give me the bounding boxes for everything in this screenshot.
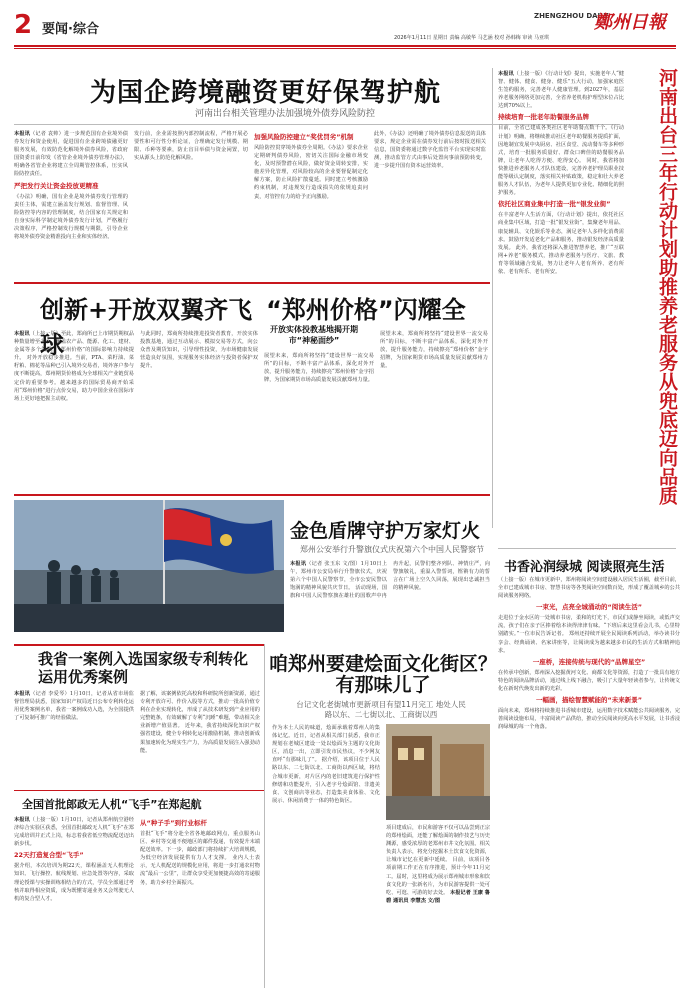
- section-subhead: 严把发行关让资金投放更精准: [14, 181, 99, 190]
- headline-patent-case: 我省一案例入选国家级专利转化运用优秀案例: [38, 650, 249, 686]
- paragraph: 走进位于金水区的一处城市书房，柔和的灯光下，市民们或静坐阅读，或低声交流，孩子们在亲子区捧着绘本读得津津有味。“下班后来这里看会儿书，心里特别踏实。”一位市民告诉记者。: [498, 615, 680, 638]
- section-rule: [14, 644, 264, 646]
- paragraph: 同时，我省将加快推进养老服务人才队伍建设，完善养老护理员职业技能等级认定制度，落实相关补贴政策，稳定和壮大养老服务人才队伍，为老年人提供更加专业化、精细化的照护服务。: [498, 157, 624, 197]
- paragraph: 据介绍，本次培训为期22天，课程涵盖无人机理论知识、飞行操控、航线规划、应急处置等内容，采取理论授课与实操训练相结合的方式，学员全部通过考核并取得相应资质，成为既懂寄递业务又会驾驶无人机的复合型人才。: [14, 863, 134, 902]
- paragraph: 目前，全省已建成各类社区老年助餐点数千个。《行动计划》明确，将继续推动社区老年助餐服务提质扩面，因地制宜发展中央厨房、社区食堂、流动餐车等多种形式，培育一批服务质量好、群众口碑佳的助餐服务品牌，让老年人吃得方便、吃得安心。: [498, 125, 624, 164]
- section-subhead: 从“种子手”到行业标杆: [140, 819, 208, 827]
- page-number: 2: [14, 10, 33, 40]
- lead-text: （上接一版）至此，郑商所已上市期货期权品种数量增至多个，覆盖农产品、能源、化工、建材、金属等多个领域，“郑州价格”的国际影响力持续提升。: [14, 331, 134, 362]
- issue-meta: 2026年1月11日 星期日 责编 高敏华 马艺涵 校对 孙韩梅 审读 马亚琪: [394, 35, 549, 41]
- lead-text: （记者 张玉东 文/图）1月10日上午，郑州市公安局举行升警旗仪式，庆祝第六个中国人民警察节，全市公安民警以饱满的精神风貌共庆节日。: [290, 561, 387, 592]
- lead-text: （上接一版）《行动计划》提出，实施老年人“健智、健体、健食、健身、健乐”五大行动，加强家庭医生签约服务，完善老年人健康管理。到2027年，基层养老服务网络更加完善，全省养老机构护理型床位占比达到70%以上。: [498, 71, 624, 110]
- paragraph: 项目建成后，市民和游客不仅可以品尝到正宗的郑州烩面，还能了解烩面的制作技艺与历史渊源，感受浓厚的老郑州市井文化氛围。相关负责人表示，将充分挖掘本土饮食文化资源，让城市记忆在更新中延续。: [386, 825, 490, 864]
- paper-name-en: ZHENGZHOU DAILY: [534, 12, 609, 20]
- paragraph: 目前，该项目各项前期工作正在有序推进，预计今年11月完工。届时，这里将成为展示郑州城市形象和饮食文化的一张新名片，为市民游客提供一处可吃、可逛、可游的好去处。: [386, 857, 490, 896]
- section-subhead: 加强风险防控建立“奖优罚劣”机制: [254, 133, 354, 141]
- subheadline-noodle-street: 台记文化老街城市更新项目有望11月完工 地处人民路以东、二七街以北、工商街以西: [296, 700, 466, 719]
- article-col: [272, 724, 380, 988]
- section-name: 要闻·综合: [42, 22, 99, 37]
- headline-noodle-street: 咱郑州要建烩面文化街区？有那味儿了: [268, 653, 497, 696]
- article-col: [14, 330, 134, 490]
- headline-elderly-care: 河南出台三年行动计划助推养老服务从兜底迈向品质: [656, 68, 678, 505]
- lead-tag: 本报讯: [290, 561, 307, 567]
- lead-text: （上接一版）在城市更新中，郑州将阅读空间建设融入居民生活圈，截至目前，全市已建成城市书房、智慧书房等各类阅读空间数百处，形成了覆盖城乡的公共阅读服务网络。: [498, 577, 680, 600]
- subhead-box: [264, 324, 364, 346]
- section-subhead: 开放实体投教基地揭开期市“神秘面纱”: [270, 325, 358, 345]
- paragraph: 郑州还持续开展全民阅读系列活动，举办读书分享会、经典诵读、名家讲座等，让阅读成为越来越多市民的生活方式和精神追求。: [498, 631, 680, 654]
- article-col: [134, 130, 248, 280]
- column-divider: [264, 644, 265, 988]
- lead-text: （上接一版）1月10日，记者从郑州航空港经济综合实验区获悉，全国首批邮政无人机“飞手”在郑完成培训并正式上岗，标志着我省低空物流配送迈出新步伐。: [14, 817, 134, 848]
- article-col: [386, 824, 490, 988]
- paragraph: 据介绍，该项目位于人民路以东、二七街以北、工商街以西区域，将结合城市更新，对片区内的老旧建筑进行保护性修缮和功能提升，引入老字号烩面馆、非遗美食、文创商店等业态，打造集美食体验、文化展示、休闲消费于一体的特色街区。: [272, 757, 380, 804]
- paragraph: 风险防控贯穿境外债券全周期。《办法》要求企业定期研判债券风险，密切关注国际金融市场变化，及时预警潜在风险，做好资金周转安排，实施差异化管理，对风险较高的企业要督促制定化解方案，防止风险扩散蔓延。同时建立考核激励约束机制，对违规发行造成损失的依规追责问责，对管控有力的给予正向激励。: [254, 145, 368, 200]
- lead-tag: 本报讯: [14, 691, 31, 697]
- lead-text: 作为本土人民的味道，烩面承载着郑州人的集体记忆。近日，记者从相关部门获悉，我市正规划在老城区建设一处以烩面为主题的文化街区，消息一出，立即引发市民热议，不少网友直呼“有那味儿了”。: [272, 725, 380, 764]
- article-col: [498, 70, 624, 530]
- lead-tag: 本报讯: [498, 71, 514, 77]
- subheadline-cross-border-finance: 河南出台相关管理办法加强境外债券风险防控: [194, 109, 375, 119]
- article-col: [14, 130, 128, 280]
- paragraph: 展望未来，郑商所将坚持“建设世界一流交易所”的目标，不断丰富产品体系，深化对外开放，提升服务能力，持续擦亮“郑州价格”金字招牌，为国家期货市场高质量发展贡献郑州力量。: [264, 353, 374, 384]
- subheadline-golden-shield: 郑州公安举行升警旗仪式庆祝第六个中国人民警察节: [300, 545, 484, 554]
- paragraph: 《办法》明确，国有企业是境外债券发行管理的责任主体，需建立涵盖发行规划、监督管理、风险防控等内容的管理制度，结合国家有关规定和自身实际科学制定境外债券发行计划，严格履行决策程序，严格控制发行规模与期限，引导企业将境外债券资金精准投向主业和实体经济。: [14, 193, 128, 241]
- divider: [498, 548, 676, 549]
- paragraph: 此外，我省还将深入推进智慧养老，推广“互联网+养老”服务模式，推动养老服务与医疗、文旅、教育等领域融合发展，努力让老年人老有所养、老有所依、老有所乐、老有所安。: [498, 244, 624, 275]
- article-col: [14, 690, 134, 786]
- section-rule: [14, 282, 490, 284]
- section-rule: [14, 790, 264, 791]
- lead-tag: 本报讯: [14, 817, 30, 823]
- police-flag-photo: [14, 500, 284, 632]
- paragraph: 近年来，我省持续深化知识产权强省建设，健全专利转化运用激励机制，推动创新成果加速转化为现实生产力，为高质量发展注入强劲动能。: [140, 723, 260, 754]
- paragraph: 据了解，该案例依托高校和科研院所创新资源，通过专利开放许可、作价入股等方式，推动一批高价值专利在企业实现转化，形成了从技术研发到产业应用的完整链条，有效破解了专利“沉睡”难题，带动相关企业新增产值显著。: [140, 691, 260, 730]
- paragraph: 对外开放稳步推进。当前，PTA、菜籽油、菜籽粕、棉花等品种已引入境外交易者，境外客户参与度不断提高，郑州期货价格成为全球相关产业链贸易定价的重要参考。越来越多的国际贸易商开始采用“郑州价格”进行点价交易，助力中国企业在国际市场上更好地把握主动权。: [14, 355, 134, 402]
- paper-logo: 鄭州日報: [594, 12, 666, 33]
- headline-cross-border-finance: 为国企跨境融资更好保驾护航: [90, 78, 442, 108]
- article-col: [140, 330, 258, 490]
- column-divider: [492, 68, 493, 528]
- section-subhead: 持续培育一批老年助餐服务品牌: [498, 113, 589, 122]
- masthead-rule-thin: [14, 48, 676, 49]
- section-subhead: 一幅画，描绘智慧赋能的“未来新景”: [535, 696, 643, 705]
- article-col: [140, 690, 260, 786]
- paragraph: 业内人士表示，无人机配送的规模化应用，将进一步打通农村物流“最后一公里”，让群众享受更加便捷高效的寄递服务，助力乡村全面振兴。: [140, 855, 260, 886]
- paragraph: 在传承中创新，郑州深入挖掘黄河文化、商都文化等资源，打造了一批具有地方特色的阅读品牌活动，通过线上线下融合，吸引了大量年轻读者参与，让传统文化在新时代焕发出新的光彩。: [498, 669, 680, 692]
- headline-golden-shield: 金色盾牌守护万家灯火: [290, 520, 481, 542]
- lead-text: （记者 李爱琴）1月10日，记者从省市场监督管理局获悉，国家知识产权局近日公布专利转化运用优秀案例名单，我省一案例成功入选，为全国提供了可复制可推广的经验做法。: [14, 691, 134, 722]
- article-col: [254, 130, 368, 280]
- article-col: [374, 130, 486, 280]
- headline-part: 创新+开放双翼齐飞: [40, 296, 253, 324]
- masthead-rule: [14, 45, 676, 47]
- street-photo: [386, 724, 490, 820]
- paragraph: 展望未来，郑商所将坚持“建设世界一流交易所”的目标，不断丰富产品体系，深化对外开放，提升服务能力，持续擦亮“郑州价格”金字招牌，为国家期货市场高质量发展贡献郑州力量。: [380, 331, 488, 370]
- lead-tag: 本报讯: [14, 331, 30, 337]
- paragraph: 面向未来，郑州将持续推进书香城市建设，运用数字技术赋能公共阅读服务，完善阅读设施布局，丰富阅读产品供给，推动全民阅读向更高水平发展，让书香浸润绿城的每一个角落。: [498, 708, 680, 731]
- section-subhead: 一座桥，连接传统与现代的“品牌星空”: [532, 657, 646, 666]
- article-col: [290, 560, 490, 642]
- paragraph: 活动现场，国旗和中国人民警察旗在雄壮的国歌声中冉冉升起，民警们整齐列队、神情庄严，向警旗敬礼，重温入警誓词，铿锵有力的誓言在广场上空久久回荡，展现出忠诚担当的精神风貌。: [290, 561, 490, 600]
- headline-reading-city: 书香沁润绿城 阅读照亮生活: [504, 560, 665, 575]
- section-subhead: 22天打造复合型“飞手”: [14, 851, 84, 860]
- article-col: [140, 816, 260, 988]
- byline: 本报记者 王康 鲁碧 通讯员 李慧杰 文/图: [386, 889, 490, 904]
- paragraph: 发行前，企业需按照内部控制流程，严格开展必要性和可行性分析论证，合理确定发行规模、期限、币种等要素，防止盲目举债与资金闲置，切实从源头上防范化解风险。: [134, 131, 248, 162]
- lead-text: （记者 袁帅）进一步规范国有企业境外债券发行和资金使用，促进国有企业跨境债融更好服务发展，有效防范化解境外债券风险，省政府国资委日前印发《省管企业境外债券管理办法》，明确各省管企业将建立全周期管控体系，压实风险防控责任。: [14, 131, 128, 178]
- section-subhead: 依托社区商业集中打造一批“银发业街”: [498, 200, 611, 209]
- paragraph: 在丰富老年人生活方面，《行动计划》提出，依托社区商业集中区域，打造一批“银发业街”，集聚老年用品、康复辅具、文化娱乐等业态，满足老年人多样化消费需求。鼓励开发适老化产品和服务，推动银发经济高质量发展。: [498, 212, 624, 251]
- paragraph: 与此同时，郑商所持续推进投资者教育，开放实体投教基地，通过互动展示、模拟交易等方式，向公众普及期货知识，引导理性投资，为市场健康发展营造良好氛围，实现服务实体经济与投资者保护双提升。: [140, 331, 258, 370]
- article-col: [264, 352, 374, 490]
- section-rule: [14, 494, 490, 496]
- lead-tag: 本报讯: [14, 131, 31, 137]
- paragraph: 首批“飞手”将分赴全省各地邮政网点，重点服务山区、乡村等交通不便地区的邮件投递，有效提升末端配送效率。下一步，邮政部门将持续扩大培训规模，为低空经济发展提供有力人才支撑。: [140, 831, 260, 862]
- masthead: [14, 10, 676, 62]
- article-col: [380, 330, 488, 490]
- paragraph: 此外，《办法》还明确了境外债券信息报送的具体要求，规定企业需在债券发行前后按时报送相关信息，国资委将通过数字化监管平台实现实时监测，推动监管方式由事后处置向事前预防转变，进一步提升国有资本运营效率。: [374, 131, 486, 170]
- article-col: [498, 576, 680, 986]
- section-subhead: 一束光，点亮全城涌动的“阅读生活”: [535, 603, 643, 612]
- headline-drone-pilots: 全国首批郎政无人机“飞手”在郑起航: [22, 798, 202, 811]
- headline-part: “郑州价格”闪耀全球: [40, 296, 466, 359]
- article-col: [14, 816, 134, 988]
